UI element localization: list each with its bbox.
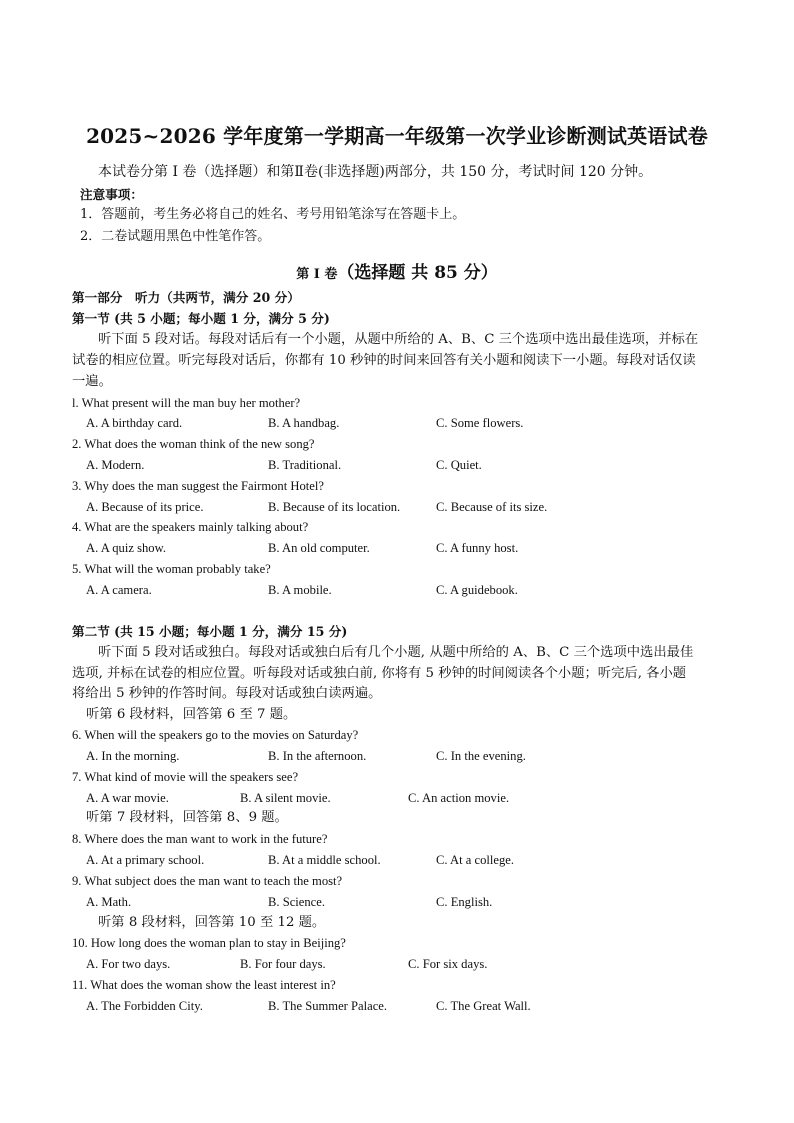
question-6-option-a: A. In the morning. [86,749,180,763]
question-2-option-a: A. Modern. [86,458,145,472]
question-9-stem: 9. What subject does the man want to teach the most? [72,874,343,888]
question-3-option-c: C. Because of its size. [436,500,548,514]
exam-intro: 本试卷分第 I 卷（选择题）和第Ⅱ卷(非选择题)两部分，共 150 分，考试时间 120 分钟。 [98,164,653,180]
question-3-option-a: A. Because of its price. [86,500,204,514]
volume-subtitle: （选择题 共 85 分） [337,263,498,283]
question-5-option-c: C. A guidebook. [436,583,518,597]
question-7-stem: 7. What kind of movie will the speakers see? [72,770,299,784]
question-10-option-b: B. For four days. [240,957,326,971]
question-2-option-b: B. Traditional. [268,458,342,472]
section1-instruction-line-3: 一遍。 [72,374,112,389]
question-11-option-b: B. The Summer Palace. [268,999,388,1013]
question-4-option-c: C. A funny host. [436,541,519,555]
question-1-option-b: B. A handbag. [268,416,340,430]
question-10-option-a: A. For two days. [86,957,171,971]
question-6-option-c: C. In the evening. [436,749,526,763]
question-6-option-b: B. In the afternoon. [268,749,367,763]
question-7-option-b: B. A silent movie. [240,791,331,805]
question-5-option-b: B. A mobile. [268,583,332,597]
notice-item-2: 2．二卷试题用黑色中性笔作答。 [80,229,271,244]
question-10-option-c: C. For six days. [408,957,488,971]
question-9-option-b: B. Science. [268,895,326,909]
section2-instruction-line-3: 将给出 5 秒钟的作答时间。每段对话或独白读两遍。 [72,686,382,701]
section2-instruction-line-2: 选项, 并标在试卷的相应位置。听每段对话或独白前, 你将有 5 秒钟的时间阅读各个小题；听完后, 各小题 [72,666,687,681]
question-7-option-c: C. An action movie. [408,791,510,805]
material-8-note: 听第 8 段材料，回答第 10 至 12 题。 [98,915,326,930]
volume-heading [0,258,794,283]
material-6-note: 听第 6 段材料，回答第 6 至 7 题。 [86,707,297,722]
question-10-stem: 10. How long does the woman plan to stay in Beijing? [72,936,346,950]
question-1-option-c: C. Some flowers. [436,416,524,430]
question-4-option-a: A. A quiz show. [86,541,166,555]
section2-instruction-line-1: 听下面 5 段对话或独白。每段对话或独白后有几个小题, 从题中所给的 A、B、C 三个选项中选出最佳 [98,645,694,660]
question-4-option-b: B. An old computer. [268,541,370,555]
question-8-option-b: B. At a middle school. [268,853,381,867]
section1-heading: 第一节 (共 5 小题；每小题 1 分，满分 5 分) [72,311,330,326]
question-3-option-b: B. Because of its location. [268,500,401,514]
question-4-stem: 4. What are the speakers mainly talking about? [72,520,309,534]
volume-label: 第 I 卷 [296,267,338,282]
question-5-stem: 5. What will the woman probably take? [72,562,271,576]
section2-heading: 第二节 (共 15 小题；每小题 1 分，满分 15 分) [72,624,348,639]
question-11-option-c: C. The Great Wall. [436,999,531,1013]
section1-instruction-line-1: 听下面 5 段对话。每段对话后有一个小题，从题中所给的 A、B、C 三个选项中选出最佳选项，并标在 [98,332,699,347]
exam-title: 2025~2026 学年度第一学期高一年级第一次学业诊断测试英语试卷 [86,124,708,148]
notice-item-1: 1．答题前，考生务必将自己的姓名、考号用铅笔涂写在答题卡上。 [80,207,466,222]
question-9-option-c: C. English. [436,895,493,909]
question-9-option-a: A. Math. [86,895,132,909]
question-2-option-c: C. Quiet. [436,458,482,472]
question-1-stem: l. What present will the man buy her mother? [72,396,301,410]
material-7-note: 听第 7 段材料，回答第 8、9 题。 [86,810,288,825]
question-3-stem: 3. Why does the man suggest the Fairmont Hotel? [72,479,324,493]
question-11-stem: 11. What does the woman show the least interest in? [72,978,336,992]
notice-heading: 注意事项： [80,187,143,202]
question-8-stem: 8. Where does the man want to work in the future? [72,832,328,846]
question-8-option-c: C. At a college. [436,853,514,867]
question-2-stem: 2. What does the woman think of the new song? [72,437,315,451]
question-8-option-a: A. At a primary school. [86,853,205,867]
question-11-option-a: A. The Forbidden City. [86,999,203,1013]
question-6-stem: 6. When will the speakers go to the movies on Saturday? [72,728,359,742]
question-5-option-a: A. A camera. [86,583,152,597]
question-7-option-a: A. A war movie. [86,791,169,805]
part1-heading: 第一部分 听力（共两节，满分 20 分） [72,290,300,305]
section1-instruction-line-2: 试卷的相应位置。听完每段对话后，你都有 10 秒钟的时间来回答有关小题和阅读下一小题。每段对话仅读 [72,353,696,368]
question-1-option-a: A. A birthday card. [86,416,183,430]
